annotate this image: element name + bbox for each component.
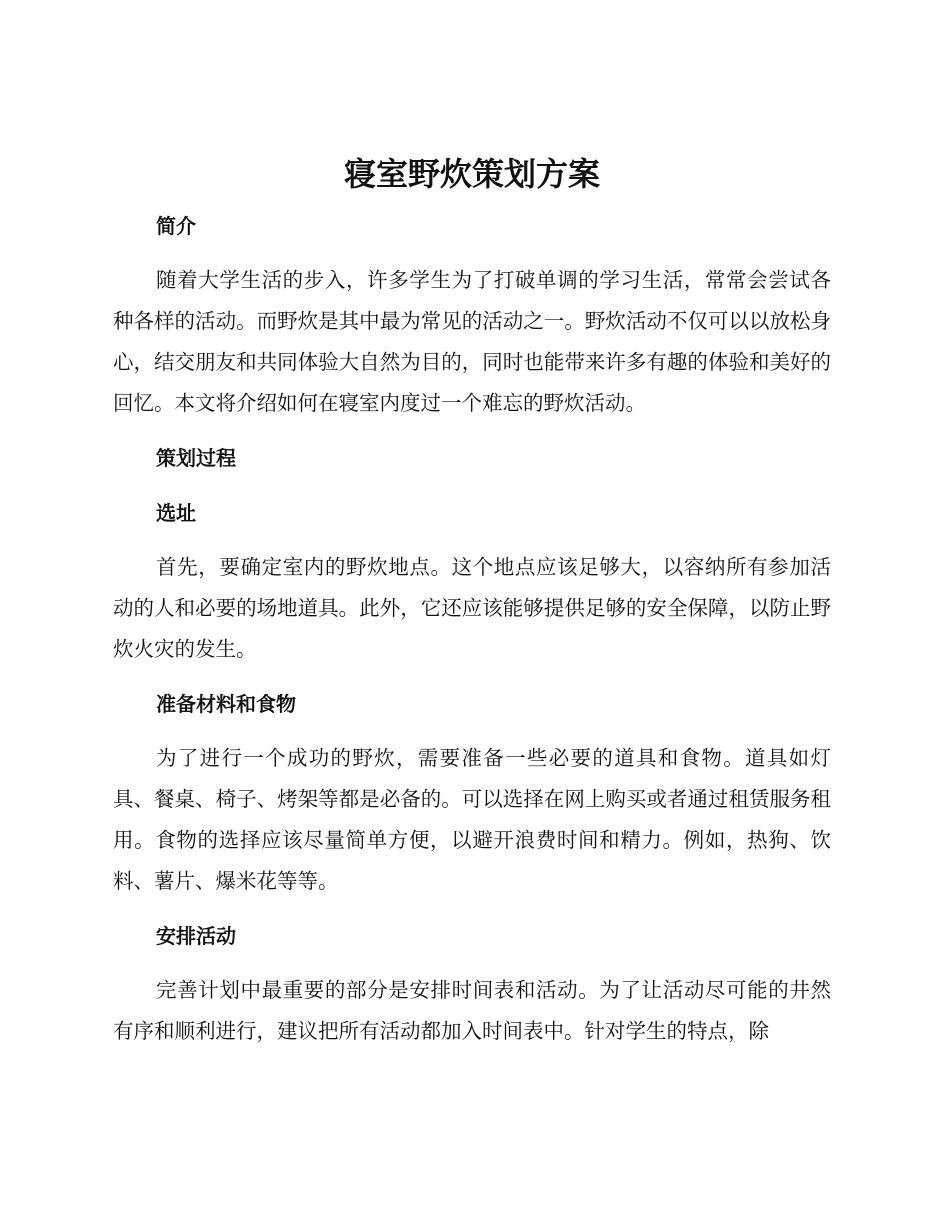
section-heading-intro: 简介 xyxy=(156,214,196,238)
section-heading-activity: 安排活动 xyxy=(156,924,236,948)
document-page xyxy=(113,148,831,1052)
section-heading-site: 选址 xyxy=(156,501,196,525)
document-title: 寝室野炊策划方案 xyxy=(343,155,600,193)
paragraph-materials: 为了进行一个成功的野炊，需要准备一些必要的道具和食物。道具如灯具、餐桌、椅子、烤架等都是必备的。可以选择在网上购买或者通过租赁服务租用。食物的选择应该尽量简单方便，以避开浪费时间和精力。例如，热狗、饮料、薯片、爆米花等等。 xyxy=(113,746,831,893)
paragraph-activity: 完善计划中最重要的部分是安排时间表和活动。为了让活动尽可能的井然有序和顺利进行，建议把所有活动都加入时间表中。针对学生的特点，除 xyxy=(113,978,831,1043)
section-heading-materials: 准备材料和食物 xyxy=(156,692,296,716)
paragraph-intro: 随着大学生活的步入，许多学生为了打破单调的学习生活，常常会尝试各种各样的活动。而野炊是其中最为常见的活动之一。野炊活动不仅可以以放松身心，结交朋友和共同体验大自然为目的，同时也能带来许多有趣的体验和美好的回忆。本文将介绍如何在寝室内度过一个难忘的野炊活动。 xyxy=(113,268,831,415)
section-heading-process: 策划过程 xyxy=(156,446,236,470)
paragraph-site: 首先，要确定室内的野炊地点。这个地点应该足够大，以容纳所有参加活动的人和必要的场地道具。此外，它还应该能够提供足够的安全保障，以防止野炊火灾的发生。 xyxy=(113,555,831,661)
